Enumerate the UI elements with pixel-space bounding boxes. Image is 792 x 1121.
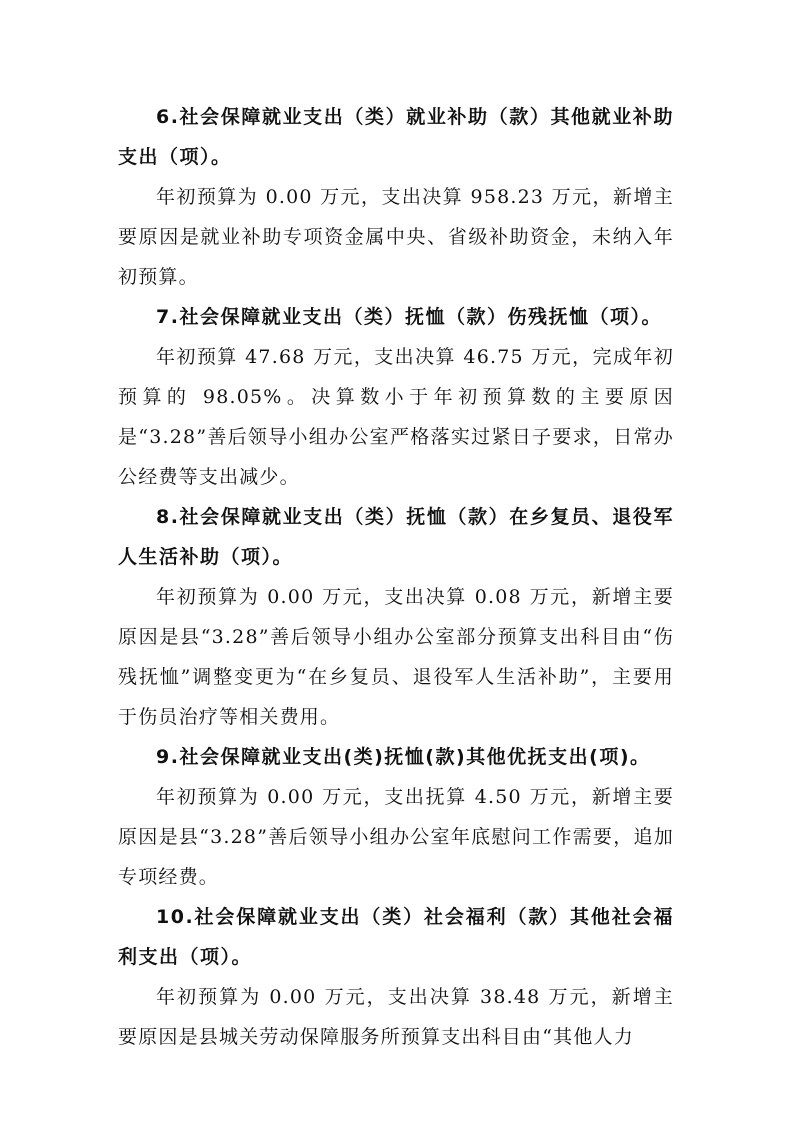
section-heading: 10.社会保障就业支出（类）社会福利（款）其他社会福利支出（项）。	[118, 906, 674, 968]
section-heading: 6.社会保障就业支出（类）就业补助（款）其他就业补助支出（项）。	[118, 106, 674, 168]
section-paragraph: 年初预算为 0.00 万元，支出决算 38.48 万元，新增主要原因是县城关劳动保障服务所预算支出科目由“其他人力	[118, 986, 674, 1048]
section-heading: 7.社会保障就业支出（类）抚恤（款）伤残抚恤（项）。	[156, 306, 662, 328]
section-paragraph: 年初预算为 0.00 万元，支出决算 958.23 万元，新增主要原因是就业补助专项资金属中央、省级补助资金，未纳入年初预算。	[118, 186, 674, 288]
section-heading: 8.社会保障就业支出（类）抚恤（款）在乡复员、退役军人生活补助（项）。	[118, 506, 674, 568]
section-paragraph: 年初预算为 0.00 万元，支出抚算 4.50 万元，新增主要原因是县“3.28”善后领导小组办公室年底慰问工作需要，追加专项经费。	[118, 786, 674, 888]
document-body	[118, 97, 674, 1057]
section-heading: 9.社会保障就业支出(类)抚恤(款)其他优抚支出(项)。	[156, 746, 651, 768]
section-paragraph: 年初预算为 0.00 万元，支出决算 0.08 万元，新增主要原因是县“3.28”善后领导小组办公室部分预算支出科目由“伤残抚恤”调整变更为“在乡复员、退役军人生活补助”，主要用于伤员治疗等相关费用。	[118, 586, 674, 728]
section-paragraph: 年初预算 47.68 万元，支出决算 46.75 万元，完成年初预算的 98.05%。决算数小于年初预算数的主要原因是“3.28”善后领导小组办公室严格落实过紧日子要求，日常办公经费等支出减少。	[118, 346, 674, 488]
